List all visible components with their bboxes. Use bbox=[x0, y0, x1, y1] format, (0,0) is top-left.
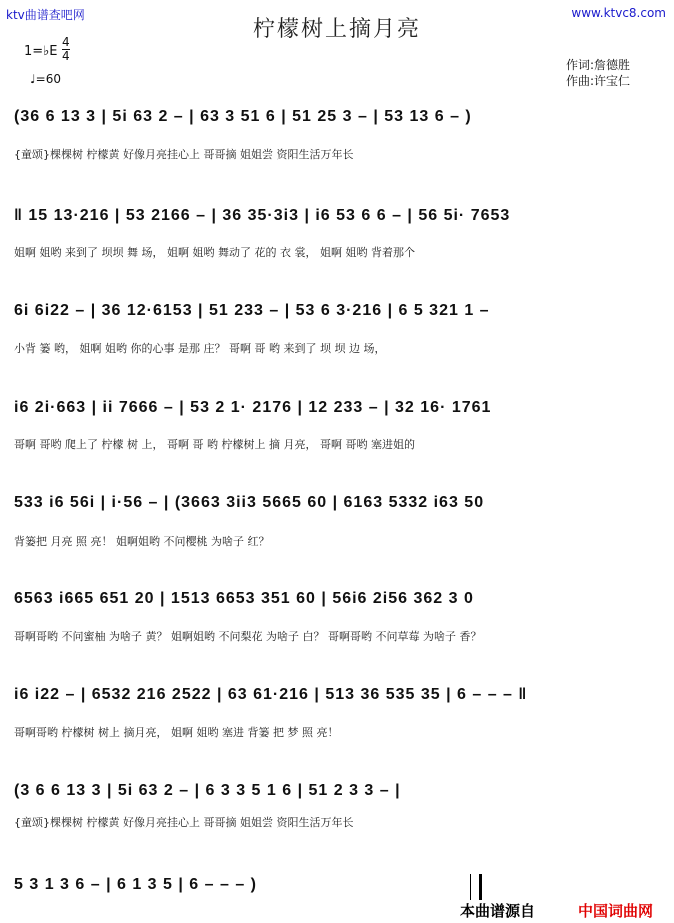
lyrics-line-6: 哥啊哥哟 不问蜜柚 为啥子 黄？ 姐啊姐哟 不问梨花 为啥子 白？ 哥啊哥哟 不问草莓 为啥子 香？ bbox=[14, 630, 482, 643]
site-watermark-left: ktv曲谱查吧网 bbox=[6, 8, 85, 22]
tempo-marking: ♩=60 bbox=[30, 72, 61, 86]
notation-line-5: 533 i6 56i | i·56 – | (3663 3ii3 5665 60 | 6163 5332 i63 50 bbox=[14, 494, 485, 511]
site-watermark-right: www.ktvc8.com bbox=[571, 6, 666, 20]
final-barline bbox=[470, 874, 482, 900]
key-signature: 1=♭E bbox=[24, 44, 58, 59]
notation-line-9: 5 3 1 3 6 – | 6 1 3 5 | 6 – – – ) bbox=[14, 876, 257, 893]
meter-top: 4 bbox=[62, 35, 70, 49]
source-label: 本曲谱源自 bbox=[460, 902, 536, 920]
notation-line-2: ‖ 15 13·216 | 53 2166 – | 36 35·3i3 | i6 53 6 6 – | 56 5i· 7653 bbox=[14, 207, 511, 224]
meter-bottom: 4 bbox=[62, 49, 70, 63]
lyrics-line-1: {童颂}棵棵树 柠檬黄 好像月亮挂心上 哥哥摘 姐姐尝 资阳生活万年长 bbox=[14, 148, 354, 161]
lyrics-line-4: 哥啊 哥哟 爬上了 柠檬 树 上， 哥啊 哥 哟 柠檬树上 摘 月亮， 哥啊 哥哟 塞进姐的 bbox=[14, 438, 415, 451]
lyricist-credit: 作词:詹德胜 bbox=[566, 58, 631, 72]
notation-line-4: i6 2i·663 | ii 7666 – | 53 2 1· 2176 | 12 233 – | 32 16· 1761 bbox=[14, 399, 492, 416]
notation-line-8: (3 6 6 13 3 | 5i 63 2 – | 6 3 3 5 1 6 | 51 2 3 3 – | bbox=[14, 782, 401, 799]
composer-credit: 作曲:许宝仁 bbox=[566, 74, 631, 88]
time-signature bbox=[62, 36, 70, 64]
notation-line-7: i6 i22 – | 6532 216 2522 | 63 61·216 | 513 36 535 35 | 6 – – – ‖ bbox=[14, 686, 528, 703]
lyrics-line-5: 背篓把 月亮 照 亮！ 姐啊姐哟 不问樱桃 为啥子 红？ bbox=[14, 535, 270, 548]
lyrics-line-8: {童颂}棵棵树 柠檬黄 好像月亮挂心上 哥哥摘 姐姐尝 资阳生活万年长 bbox=[14, 816, 354, 829]
song-title: 柠檬树上摘月亮 bbox=[252, 17, 421, 42]
lyrics-line-3: 小背 篓 哟， 姐啊 姐哟 你的心事 是那 庄？ 哥啊 哥 哟 来到了 坝 坝 边 场， bbox=[14, 342, 386, 355]
notation-line-3: 6i 6i22 – | 36 12·6153 | 51 233 – | 53 6 3·216 | 6 5 321 1 – bbox=[14, 302, 490, 319]
notation-line-6: 6563 i665 651 20 | 1513 6653 351 60 | 56i6 2i56 362 3 0 bbox=[14, 590, 474, 607]
lyrics-line-2: 姐啊 姐哟 来到了 坝坝 舞 场， 姐啊 姐哟 舞动了 花的 衣 裳， 姐啊 姐哟 背着那个 bbox=[14, 246, 415, 259]
lyrics-line-7: 哥啊哥哟 柠檬树 树上 摘月亮， 姐啊 姐哟 塞进 背篓 把 梦 照 亮！ bbox=[14, 726, 339, 739]
source-site-logo: 中国词曲网 bbox=[578, 902, 654, 920]
notation-line-1: (36 6 13 3 | 5i 63 2 – | 63 3 51 6 | 51 25 3 – | 53 13 6 – ) bbox=[14, 108, 472, 125]
